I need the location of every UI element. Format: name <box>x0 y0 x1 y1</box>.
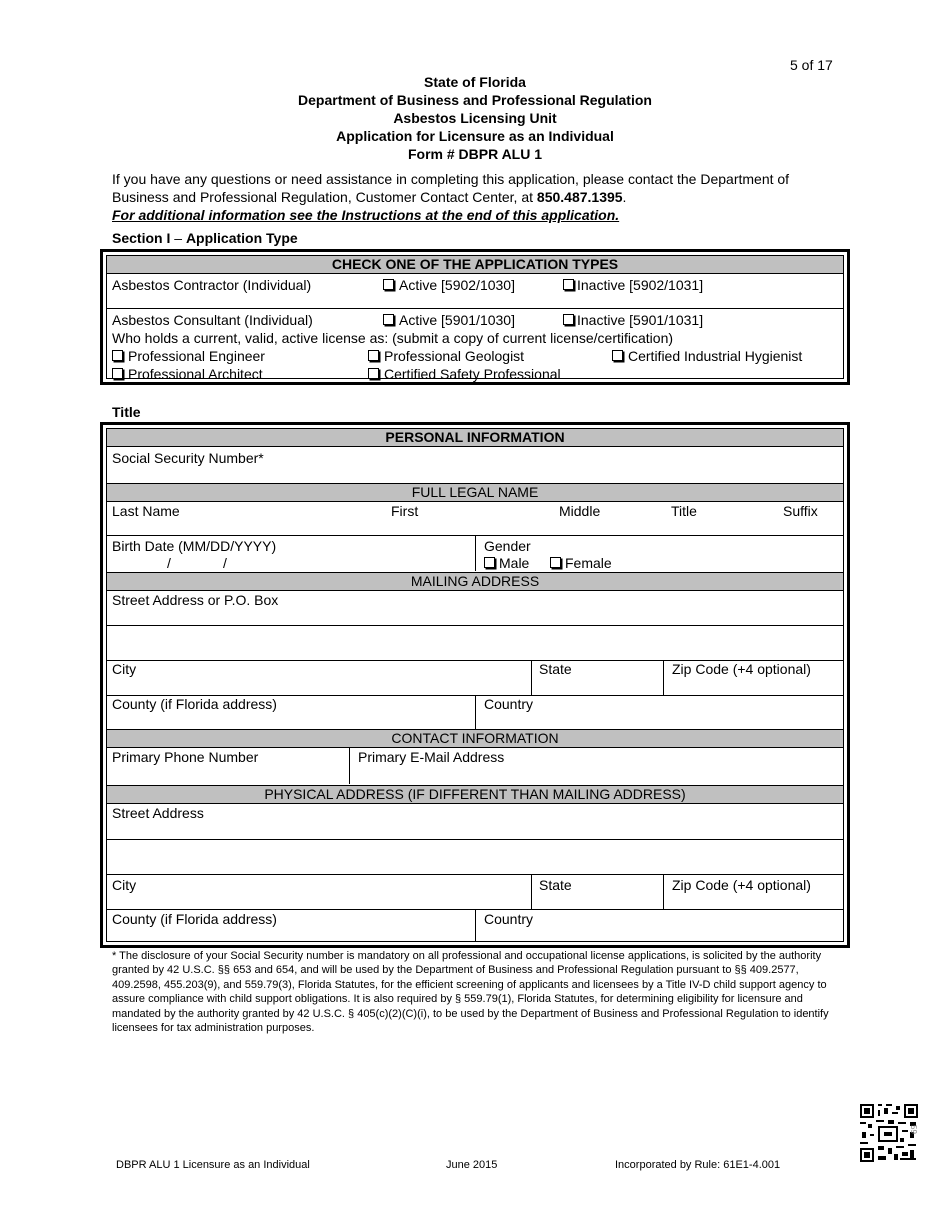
application-types-header: CHECK ONE OF THE APPLICATION TYPES <box>107 256 843 274</box>
header-unit: Asbestos Licensing Unit <box>393 110 557 126</box>
email-label: Primary E-Mail Address <box>358 749 505 765</box>
professional-geologist-label: Professional Geologist <box>384 348 525 364</box>
additional-info: For additional information see the Instructions at the end of this application. <box>112 207 620 223</box>
birth-date-slash: / <box>223 555 227 571</box>
industrial-hygienist-option[interactable] <box>612 348 802 365</box>
professional-architect-option[interactable] <box>112 366 263 383</box>
footer-date: June 2015 <box>446 1159 498 1171</box>
safety-professional-label: Certified Safety Professional <box>384 366 561 382</box>
page-number: 5 of 17 <box>790 57 833 73</box>
contact-phone: 850.487.1395 <box>536 189 623 205</box>
section1-title <box>112 230 298 246</box>
county-label: County (if Florida address) <box>112 911 277 927</box>
state-label: State <box>539 661 572 677</box>
header-state: State of Florida <box>424 74 526 90</box>
form-header <box>0 73 950 163</box>
checkbox-icon[interactable] <box>563 314 574 325</box>
birth-date-label: Birth Date (MM/DD/YYYY) <box>112 538 277 554</box>
contractor-label: Asbestos Contractor (Individual) <box>112 277 312 293</box>
intro-period: . <box>622 189 627 205</box>
consultant-inactive-option[interactable] <box>563 312 703 329</box>
checkbox-icon[interactable] <box>368 350 379 361</box>
intro-paragraph <box>112 170 832 224</box>
professional-architect-label: Professional Architect <box>128 366 263 382</box>
street-label: Street Address <box>112 805 204 821</box>
contractor-active-option[interactable] <box>383 277 515 294</box>
checkbox-icon[interactable] <box>612 350 623 361</box>
mailing-address-header: MAILING ADDRESS <box>107 572 843 591</box>
header-application: Application for Licensure as an Individual <box>336 128 614 144</box>
checkbox-icon[interactable] <box>368 368 379 379</box>
section2-box <box>100 422 850 948</box>
contractor-inactive-option[interactable] <box>563 277 703 294</box>
consultant-inactive-label: Inactive [5901/1031] <box>577 312 704 328</box>
county-label: County (if Florida address) <box>112 696 277 712</box>
male-option[interactable] <box>484 555 529 572</box>
checkbox-icon[interactable] <box>484 557 495 568</box>
section1-title-dash: – <box>170 230 186 246</box>
title-label: Title <box>671 503 697 519</box>
header-form-number: Form # DBPR ALU 1 <box>407 146 543 162</box>
section1-box <box>100 249 850 385</box>
phone-label: Primary Phone Number <box>112 749 259 765</box>
who-holds-text: Who holds a current, valid, active license as: (submit a copy of current license/certification) <box>112 330 674 346</box>
first-name-label: First <box>391 503 419 519</box>
section1-title-prefix: Section I <box>112 230 171 246</box>
zip-label: Zip Code (+4 optional) <box>672 661 811 677</box>
professional-engineer-label: Professional Engineer <box>128 348 265 364</box>
consultant-active-label: Active [5901/1030] <box>399 312 515 328</box>
header-department: Department of Business and Professional Regulation <box>298 92 652 108</box>
contact-info-header: CONTACT INFORMATION <box>107 729 843 748</box>
street-po-label: Street Address or P.O. Box <box>112 592 279 608</box>
middle-name-label: Middle <box>559 503 601 519</box>
last-name-label: Last Name <box>112 503 180 519</box>
footer-rule: Incorporated by Rule: 61E1-4.001 <box>615 1159 781 1171</box>
zip-label: Zip Code (+4 optional) <box>672 877 811 893</box>
state-label: State <box>539 877 572 893</box>
full-legal-name-header: FULL LEGAL NAME <box>107 483 843 502</box>
male-label: Male <box>499 555 530 571</box>
footer-form: DBPR ALU 1 Licensure as an Individual <box>116 1159 310 1171</box>
industrial-hygienist-label: Certified Industrial Hygienist <box>628 348 803 364</box>
country-label: Country <box>484 696 534 712</box>
female-option[interactable] <box>550 555 612 572</box>
contractor-active-label: Active [5902/1030] <box>399 277 515 293</box>
city-label: City <box>112 661 137 677</box>
female-label: Female <box>565 555 612 571</box>
professional-geologist-option[interactable] <box>368 348 524 365</box>
physical-address-header: PHYSICAL ADDRESS (IF DIFFERENT THAN MAILING ADDRESS) <box>107 785 843 804</box>
checkbox-icon[interactable] <box>563 279 574 290</box>
consultant-label: Asbestos Consultant (Individual) <box>112 312 313 328</box>
safety-professional-option[interactable] <box>368 366 561 383</box>
professional-engineer-option[interactable] <box>112 348 265 365</box>
consultant-active-option[interactable] <box>383 312 515 329</box>
checkbox-icon[interactable] <box>383 314 394 325</box>
vertical-page-number: 59 <box>909 1125 918 1134</box>
personal-info-header: PERSONAL INFORMATION <box>107 429 843 447</box>
checkbox-icon[interactable] <box>112 350 123 361</box>
birth-date-slash: / <box>167 555 171 571</box>
contractor-inactive-label: Inactive [5902/1031] <box>577 277 704 293</box>
checkbox-icon[interactable] <box>550 557 561 568</box>
ssn-disclosure: * The disclosure of your Social Security number is mandatory on all professional and occupational license applications, is solicited by the authority granted by 42 U.S.C. §§ 653 and 654, and will be used by the Department of Business and Professional Regulation pursuant to §§ 409.2577, 409.2598, 455.203(9), and 559.79(3), Florida Statutes, for the efficient screening of applicants and licensees by a Title IV-D child support agency to assure compliance with child support obligations. It is also required by § 559.79(1), Florida Statutes, for determining eligibility for licensure and mandated by the authority granted by 42 U.S.C. § 405(c)(2)(C)(i), to be used by the Department of Business and Professional Regulation to identify licensees for tax administration purposes. <box>112 950 829 1035</box>
city-label: City <box>112 877 137 893</box>
section1-title-suffix: Application Type <box>185 230 298 246</box>
checkbox-icon[interactable] <box>383 279 394 290</box>
section2-title: Title <box>112 404 141 420</box>
intro-text: If you have any questions or need assistance in completing this application, please contact the Department of Business and Professional Regulation, Customer Contact Center, at <box>112 171 790 205</box>
suffix-label: Suffix <box>783 503 818 519</box>
country-label: Country <box>484 911 534 927</box>
checkbox-icon[interactable] <box>112 368 123 379</box>
ssn-label: Social Security Number* <box>112 450 264 466</box>
gender-label: Gender <box>484 538 531 554</box>
